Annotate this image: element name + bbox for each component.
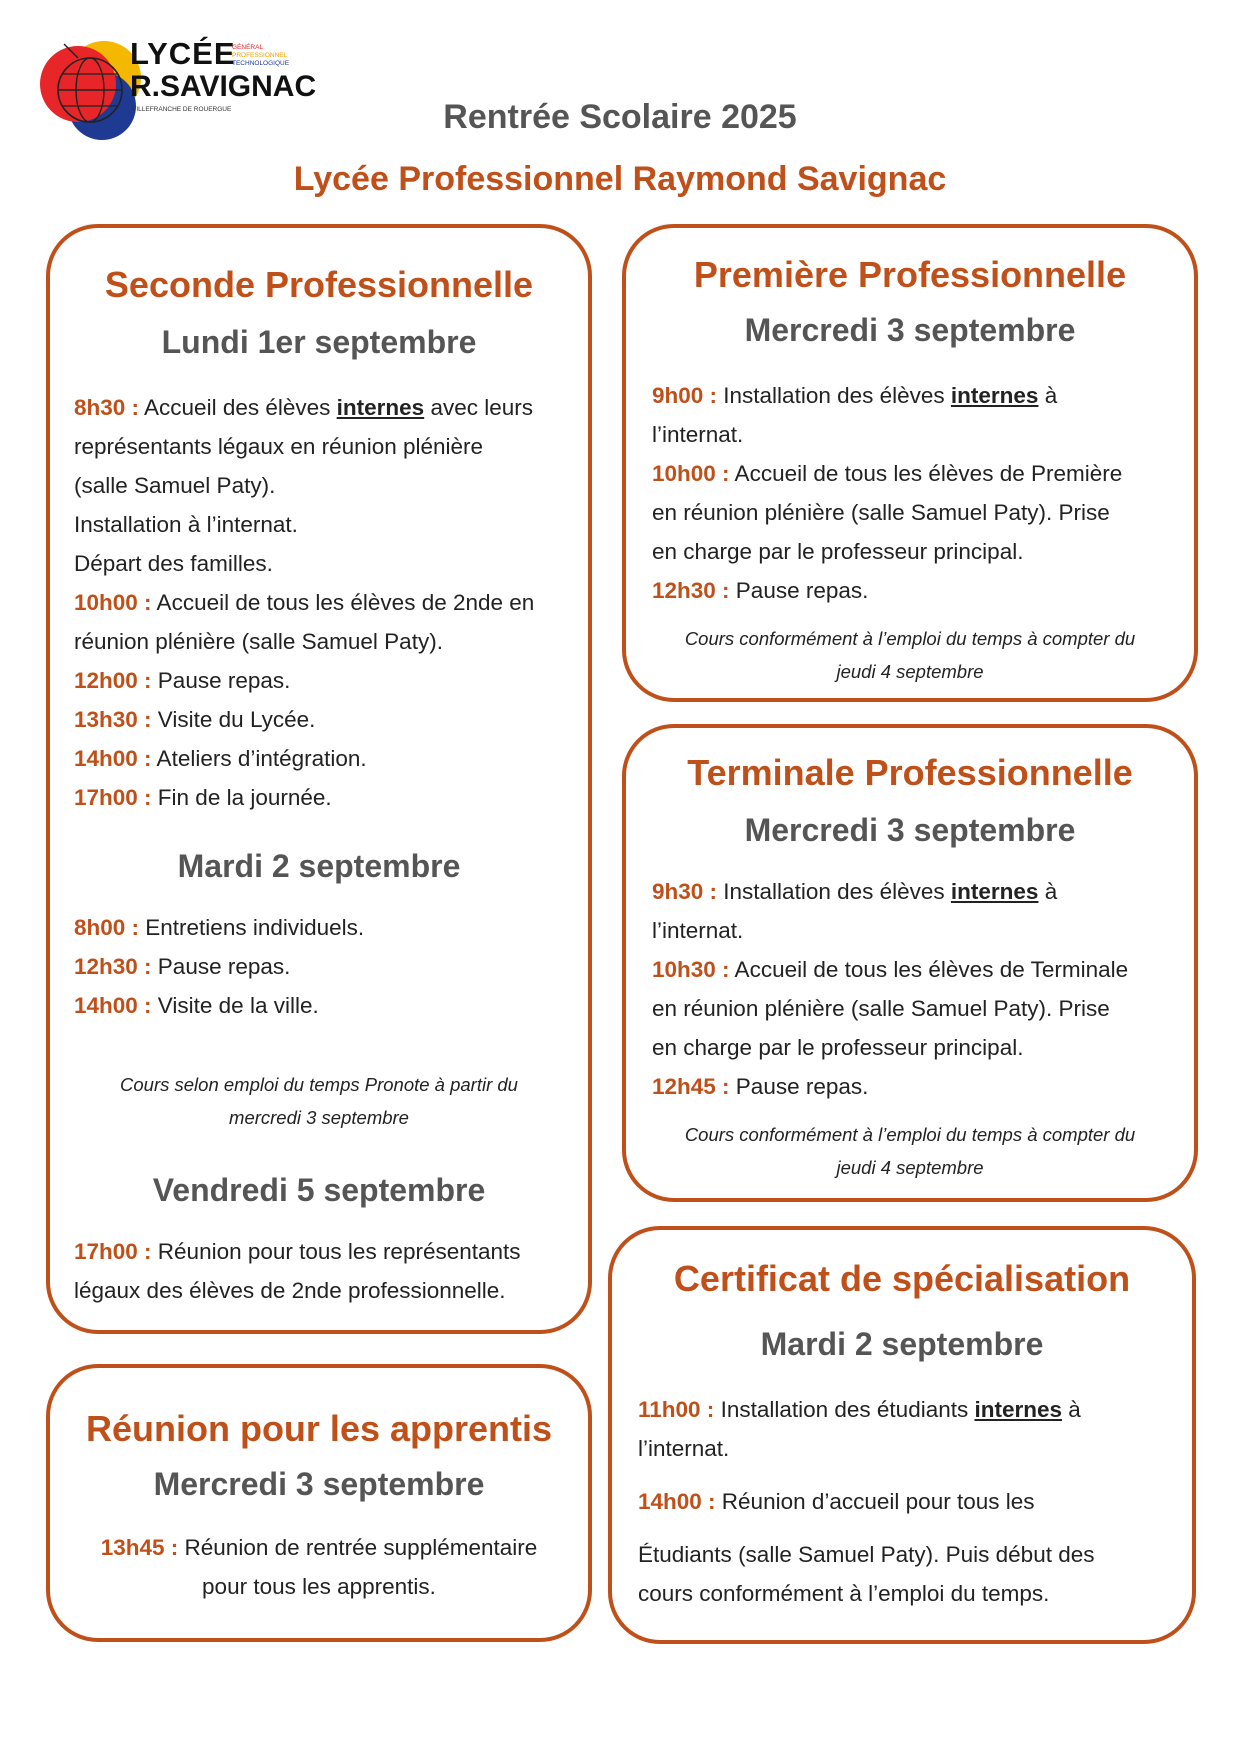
emphasis-text: internes <box>950 879 1039 904</box>
time-label: 10h00 : <box>652 461 730 486</box>
schedule-line <box>74 388 584 427</box>
note-line: jeudi 4 septembre <box>836 1157 984 1178</box>
day-heading: Mercredi 3 septembre <box>744 312 1076 348</box>
card-title: Terminale Professionnelle <box>687 752 1133 793</box>
schedule-line <box>638 1390 1188 1429</box>
day-heading: Lundi 1er septembre <box>161 324 477 360</box>
time-label: 8h30 : <box>74 395 140 420</box>
card-title: Réunion pour les apprentis <box>85 1408 553 1449</box>
schedule-line <box>652 376 1192 415</box>
line-text: avec leurs <box>424 395 533 420</box>
schedule-list <box>74 1232 584 1310</box>
line-text: Visite de la ville. <box>151 993 319 1018</box>
schedule-line <box>74 986 584 1025</box>
note-line: mercredi 3 septembre <box>229 1107 409 1128</box>
schedule-line <box>74 947 584 986</box>
time-label: 8h00 : <box>74 915 140 940</box>
note-line: jeudi 4 septembre <box>836 661 984 682</box>
course-note <box>626 622 1194 688</box>
line-text: à <box>1038 879 1058 904</box>
day-heading: Mercredi 3 septembre <box>744 812 1076 848</box>
day-heading: Mardi 2 septembre <box>760 1326 1044 1362</box>
time-label: 14h00 : <box>638 1489 716 1514</box>
line-text: Accueil des élèves <box>139 395 337 420</box>
schedule-line: l’internat. <box>652 918 744 943</box>
schedule-line <box>74 778 584 817</box>
line-text: Accueil de tous les élèves de 2nde en <box>151 590 535 615</box>
schedule-line <box>74 700 584 739</box>
day-heading: Vendredi 5 septembre <box>152 1172 486 1208</box>
schedule-line: Étudiants (salle Samuel Paty). Puis début des <box>638 1542 1095 1567</box>
card-apprentis <box>46 1364 592 1642</box>
page-title: Rentrée Scolaire 2025 <box>443 98 797 136</box>
schedule-line <box>74 661 584 700</box>
note-line: Cours conformément à l’emploi du temps à compter du <box>684 1124 1136 1145</box>
line-text: Ateliers d’intégration. <box>151 746 367 771</box>
schedule-line: légaux des élèves de 2nde professionnelle. <box>74 1278 506 1303</box>
card-title: Première Professionnelle <box>693 254 1127 295</box>
line-text: Réunion d’accueil pour tous les <box>715 1489 1035 1514</box>
time-label: 9h30 : <box>652 879 718 904</box>
schedule-line: (salle Samuel Paty). <box>74 473 276 498</box>
line-text: Accueil de tous les élèves de Terminale <box>729 957 1129 982</box>
schedule-line: représentants légaux en réunion plénière <box>74 434 484 459</box>
day-heading: Mercredi 3 septembre <box>153 1466 485 1502</box>
logo-tag-technologique: TECHNOLOGIQUE <box>232 60 290 67</box>
line-text: Installation des élèves <box>717 879 951 904</box>
line-text: Pause repas. <box>729 578 869 603</box>
time-label: 14h00 : <box>74 746 152 771</box>
schedule-line <box>50 1528 588 1567</box>
card-seconde <box>46 224 592 1334</box>
schedule-list <box>50 1528 588 1606</box>
card-premiere <box>622 224 1198 702</box>
schedule-line: réunion plénière (salle Samuel Paty). <box>74 629 443 654</box>
time-label: 17h00 : <box>74 785 152 810</box>
schedule-line <box>652 454 1192 493</box>
schedule-list <box>638 1390 1188 1613</box>
card-title: Certificat de spécialisation <box>673 1258 1131 1299</box>
course-note <box>626 1118 1194 1184</box>
line-text: Réunion pour tous les représentants <box>151 1239 521 1264</box>
page-subtitle: Lycée Professionnel Raymond Savignac <box>293 160 947 198</box>
course-note <box>50 1068 588 1134</box>
time-label: 12h30 : <box>74 954 152 979</box>
note-line: Cours selon emploi du temps Pronote à partir du <box>120 1074 518 1095</box>
time-label: 12h30 : <box>652 578 730 603</box>
schedule-line: l’internat. <box>652 422 744 447</box>
time-label: 10h00 : <box>74 590 152 615</box>
line-text: Installation des étudiants <box>714 1397 975 1422</box>
time-label: 13h45 : <box>100 1535 179 1560</box>
logo-line-2: R.SAVIGNAC <box>130 70 317 103</box>
schedule-line <box>74 583 584 622</box>
line-text: Visite du Lycée. <box>151 707 316 732</box>
emphasis-text: internes <box>336 395 425 420</box>
schedule-line <box>74 739 584 778</box>
schedule-list <box>74 908 584 1025</box>
time-label: 12h00 : <box>74 668 152 693</box>
day-heading: Mardi 2 septembre <box>177 848 461 884</box>
schedule-line: pour tous les apprentis. <box>202 1574 436 1599</box>
logo-town: VILLEFRANCHE DE ROUERGUE <box>132 106 232 113</box>
line-text: Réunion de rentrée supplémentaire <box>178 1535 538 1560</box>
card-title: Seconde Professionnelle <box>104 264 534 305</box>
schedule-line: en réunion plénière (salle Samuel Paty). Prise <box>652 996 1110 1021</box>
time-label: 17h00 : <box>74 1239 152 1264</box>
emphasis-text: internes <box>950 383 1039 408</box>
schedule-line: en charge par le professeur principal. <box>652 1035 1024 1060</box>
time-label: 10h30 : <box>652 957 730 982</box>
emphasis-text: internes <box>974 1397 1063 1422</box>
time-label: 13h30 : <box>74 707 152 732</box>
schedule-line: Départ des familles. <box>74 551 273 576</box>
schedule-line: cours conformément à l’emploi du temps. <box>638 1581 1050 1606</box>
schedule-line: Installation à l’internat. <box>74 512 298 537</box>
logo-tag-general: GÉNÉRAL <box>232 44 264 51</box>
card-certificat <box>608 1226 1196 1644</box>
line-text: à <box>1062 1397 1081 1422</box>
line-text: Pause repas. <box>151 954 291 979</box>
schedule-list <box>74 388 584 817</box>
card-terminale <box>622 724 1198 1202</box>
schedule-list <box>652 872 1192 1106</box>
schedule-line <box>74 908 584 947</box>
line-text: Installation des élèves <box>717 383 951 408</box>
time-label: 11h00 : <box>638 1397 715 1422</box>
schedule-line <box>638 1482 1188 1521</box>
time-label: 9h00 : <box>652 383 718 408</box>
line-text: Accueil de tous les élèves de Première <box>729 461 1123 486</box>
logo-line-1: LYCÉE <box>130 36 236 71</box>
schedule-line <box>652 1067 1192 1106</box>
line-text: Pause repas. <box>729 1074 869 1099</box>
schedule-list <box>652 376 1192 610</box>
schedule-line: en réunion plénière (salle Samuel Paty). Prise <box>652 500 1110 525</box>
line-text: Pause repas. <box>151 668 291 693</box>
line-text: Fin de la journée. <box>151 785 332 810</box>
time-label: 12h45 : <box>652 1074 730 1099</box>
schedule-line: en charge par le professeur principal. <box>652 539 1024 564</box>
line-text: Entretiens individuels. <box>139 915 365 940</box>
schedule-line <box>652 571 1192 610</box>
logo-tags <box>232 44 289 68</box>
schedule-line <box>74 1232 584 1271</box>
line-text: à <box>1038 383 1058 408</box>
logo-tag-professionnel: PROFESSIONNEL <box>232 52 288 59</box>
schedule-line <box>652 950 1192 989</box>
time-label: 14h00 : <box>74 993 152 1018</box>
schedule-line <box>652 872 1192 911</box>
note-line: Cours conformément à l’emploi du temps à compter du <box>684 628 1136 649</box>
schedule-line: l’internat. <box>638 1436 730 1461</box>
